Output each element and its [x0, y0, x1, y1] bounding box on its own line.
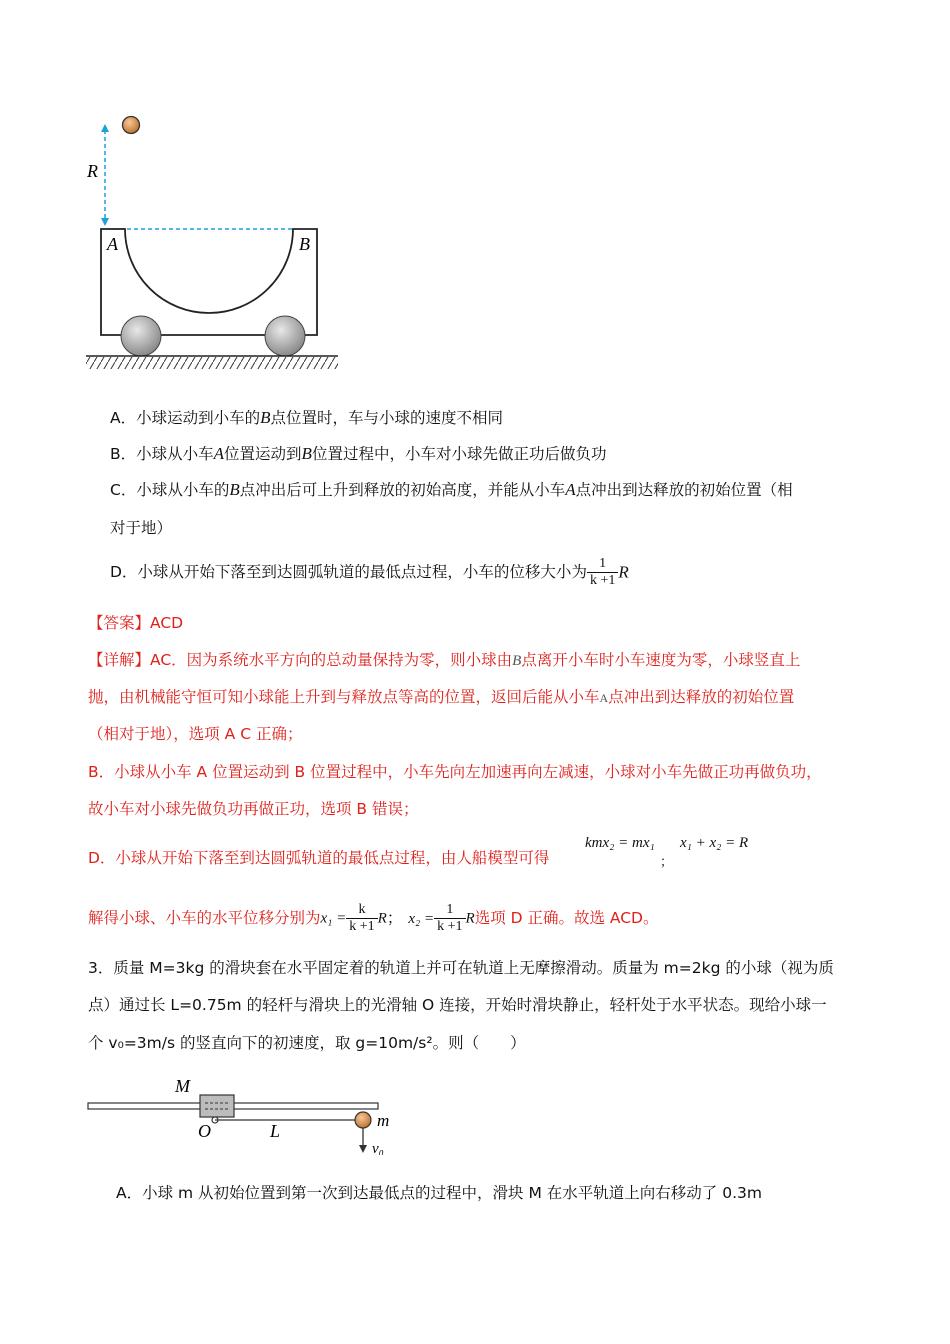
option-D: D．小球从开始下落至到达圆弧轨道的最低点过程，小车的位移大小为 $\frac{1}{k +1}$ R — [110, 556, 629, 588]
ball — [123, 117, 140, 134]
detail-line-3: （相对于地），选项 A C 正确； — [88, 725, 303, 743]
label-M: M — [175, 1076, 190, 1096]
label-L: L — [270, 1121, 281, 1141]
detail-line-5: 故小车对小球先做负功再做正功，选项 B 错误； — [88, 800, 419, 818]
equation-sum: x₁ + x₂ = R — [680, 835, 749, 851]
q3-line-1: 3．质量 M=3kg 的滑块套在水平固定着的轨道上并可在轨道上无摩擦滑动。质量为 m=2kg 的小球（视为质 — [88, 959, 834, 977]
q3-option-A: A．小球 m 从初始位置到第一次到达最低点的过程中，滑块 M 在水平轨道上向右移动了 0.3m — [116, 1184, 762, 1202]
ball-m — [355, 1112, 371, 1128]
slider-block — [200, 1095, 234, 1117]
slider-figure — [80, 1065, 400, 1155]
option-A: A．小球运动到小车的B点位置时，车与小球的速度不相同 — [110, 408, 504, 427]
answer-line: 【答案】ACD — [88, 614, 184, 632]
detail-line-1: 【详解】AC．因为系统水平方向的总动量保持为零，则小球由B点离开小车时小车速度为零，小球竖直上 — [88, 651, 801, 669]
label-v0: v₀ — [372, 1141, 384, 1155]
arrow-head-up — [101, 124, 109, 132]
q3-line-2: 点）通过长 L=0.75m 的轻杆与滑块上的光滑轴 O 连接，开始时滑块静止，轻杆处于水平状态。现给小球一 — [88, 996, 827, 1014]
ground-hatch — [86, 357, 338, 369]
option-C-line2: 对于地） — [110, 519, 173, 537]
label-B: B — [299, 234, 310, 254]
cart-figure — [80, 110, 350, 380]
wheel-right — [265, 316, 305, 356]
wheel-left — [121, 316, 161, 356]
q3-line-3: 个 v₀=3m/s 的竖直向下的初速度，取 g=10m/s²。则（ ） — [88, 1034, 526, 1052]
detail-line-4: B．小球从小车 A 位置运动到 B 位置过程中，小车先向左加速再向左减速，小球对小车先做正功再做负功， — [88, 763, 822, 781]
arrow-head-down — [101, 218, 109, 226]
label-O: O — [198, 1121, 211, 1141]
label-m: m — [377, 1111, 390, 1130]
equation-separator: ； — [660, 855, 674, 870]
option-B: B．小球从小车A位置运动到B位置过程中，小车对小球先做正功后做负功 — [110, 444, 607, 463]
fraction-1-over-k-plus-1-b: $\frac{1}{k +1}$ — [434, 902, 465, 935]
equation-momentum: kmx₂ = mx₁ — [585, 835, 655, 851]
detail-line-2: 抛，由机械能守恒可知小球能上升到与释放点等高的位置，返回后能从小车A点冲出到达释放的初始位置 — [88, 688, 795, 706]
label-R: R — [87, 161, 98, 181]
option-C: C．小球从小车的B点冲出后可上升到释放的初始高度，并能从小车A点冲出到达释放的初始位置（相 — [110, 480, 793, 499]
detail-line-7: 解得小球、小车的水平位移分别为x₁ = $\frac{k}{k +1}$ R； x₂ = $\frac{1}{k +1}$ R选项 D 正确。故选 ACD。 — [88, 902, 659, 934]
fraction-k-over-k-plus-1: $\frac{k}{k +1}$ — [346, 902, 377, 935]
fraction-1-over-k-plus-1: $\frac{1}{k +1}$ — [587, 556, 618, 589]
detail-line-6: D．小球从开始下落至到达圆弧轨道的最低点过程，由人船模型可得 — [88, 849, 550, 867]
label-A: A — [107, 234, 118, 254]
